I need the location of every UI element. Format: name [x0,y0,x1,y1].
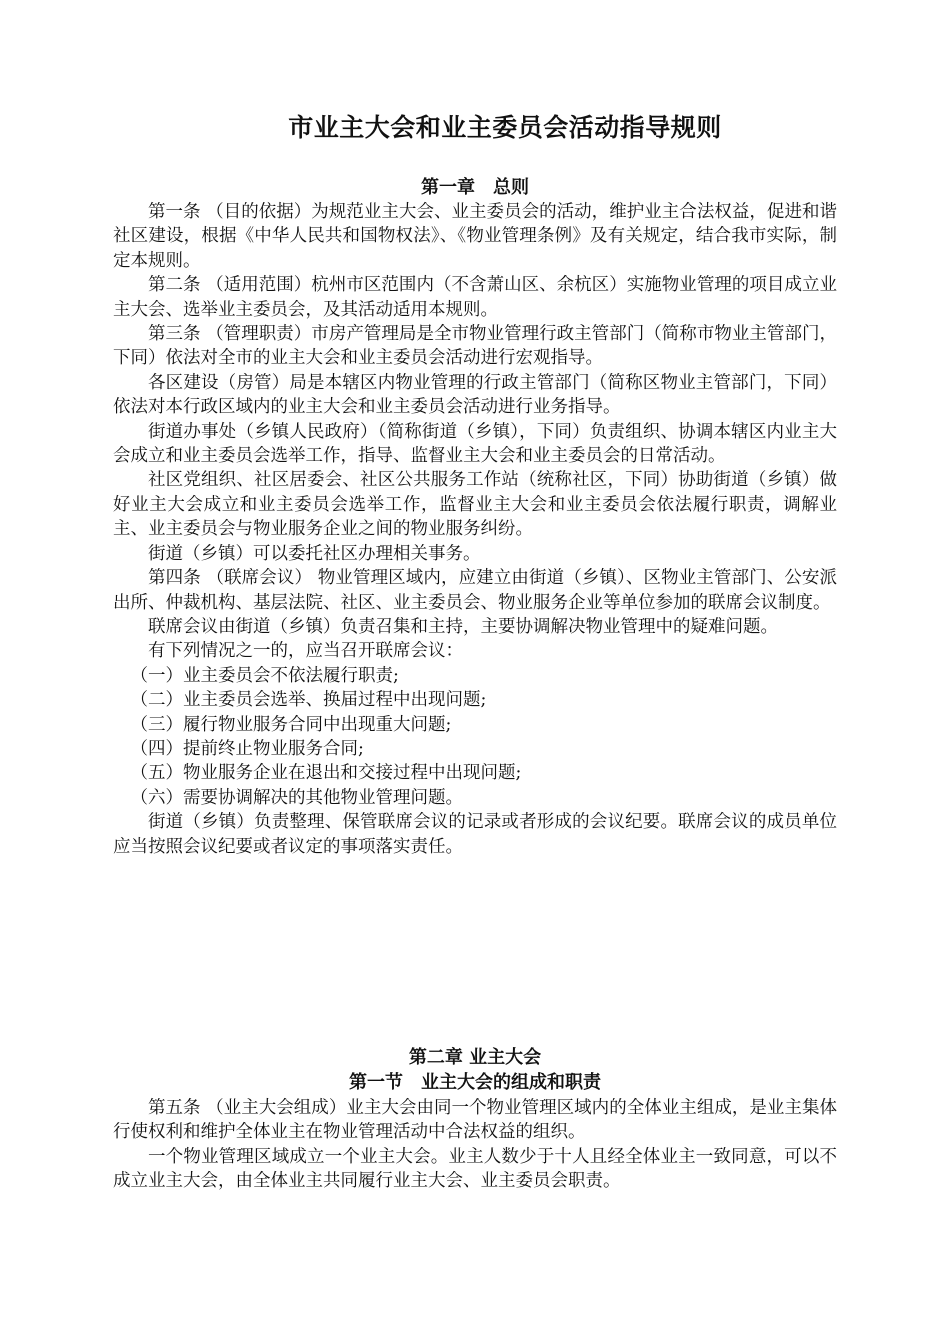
street-office-paragraph: 街道办事处（乡镇人民政府）（简称街道（乡镇），下同）负责组织、协调本辖区内业主大会成立和业主委员会选举工作，指导、监督业主大会和业主委员会的日常活动。 [113,421,837,467]
joint-meeting-paragraph: 联席会议由街道（乡镇）负责召集和主持，主要协调解决物业管理中的疑难问题。 [148,616,778,637]
chapter-1-body [113,200,837,859]
chapter-2-body [113,1096,837,1194]
section-1-heading: 第一节 业主大会的组成和职责 [349,1072,601,1093]
article-1-paragraph: 第一条 （目的依据）为规范业主大会、业主委员会的活动，维护业主合法权益，促进和谐社区建设，根据《中华人民共和国物权法》、《物业管理条例》及有关规定，结合我市实际，制定本规则。 [113,202,837,271]
meeting-records-paragraph: 街道（乡镇）负责整理、保管联席会议的记录或者形成的会议纪要。联席会议的成员单位应当按照会议纪要或者议定的事项落实责任。 [113,812,837,857]
district-duty-paragraph: 各区建设（房管）局是本辖区内物业管理的行政主管部门（简称区物业主管部门，下同）依法对本行政区域内的业主大会和业主委员会活动进行业务指导。 [113,372,837,418]
chapter-2-heading: 第二章 业主大会 [408,1047,542,1068]
article-5-paragraph: 第五条 （业主大会组成）业主大会由同一个物业管理区域内的全体业主组成，是业主集体行使权利和维护全体业主在物业管理活动中合法权益的组织。 [113,1098,837,1143]
condition-item: （三）履行物业服务合同中出现重大问题; [130,714,452,735]
article-3-paragraph: 第三条 （管理职责）市房产管理局是全市物业管理行政主管部门（简称市物业主管部门，下同）依法对全市的业主大会和业主委员会活动进行宏观指导。 [113,324,837,369]
article-4-paragraph: 第四条 （联席会议） 物业管理区域内，应建立由街道（乡镇）、区物业主管部门、公安派出所、仲裁机构、基层法院、社区、业主委员会、物业服务企业等单位参加的联席会议制度。 [113,568,837,613]
condition-item: （六）需要协调解决的其他物业管理问题。 [130,787,463,808]
single-assembly-paragraph: 一个物业管理区域成立一个业主大会。业主人数少于十人且经全体业主一致同意，可以不成立业主大会，由全体业主共同履行业主大会、业主委员会职责。 [113,1146,837,1192]
condition-item: （四）提前终止物业服务合同; [130,738,364,759]
condition-item: （五）物业服务企业在退出和交接过程中出现问题; [130,763,522,784]
community-paragraph: 社区党组织、社区居委会、社区公共服务工作站（统称社区，下同）协助街道（乡镇）做好业主大会成立和业主委员会选举工作，监督业主大会和业主委员会依法履行职责，调解业主、业主委员会与物业服务企业之间的物业服务纠纷。 [113,470,837,540]
delegation-paragraph: 街道（乡镇）可以委托社区办理相关事务。 [148,543,481,564]
condition-item: （二）业主委员会选举、换届过程中出现问题; [130,690,487,711]
document-title: 市业主大会和业主委员会活动指导规则 [288,113,722,142]
chapter-1-heading: 第一章 总则 [421,177,529,198]
conditions-intro-paragraph: 有下列情况之一的，应当召开联席会议： [148,641,463,662]
article-2-paragraph: 第二条 （适用范围）杭州市区范围内（不含萧山区、余杭区）实施物业管理的项目成立业主大会、选举业主委员会，及其活动适用本规则。 [113,275,837,320]
condition-item: （一）业主委员会不依法履行职责; [130,665,399,686]
